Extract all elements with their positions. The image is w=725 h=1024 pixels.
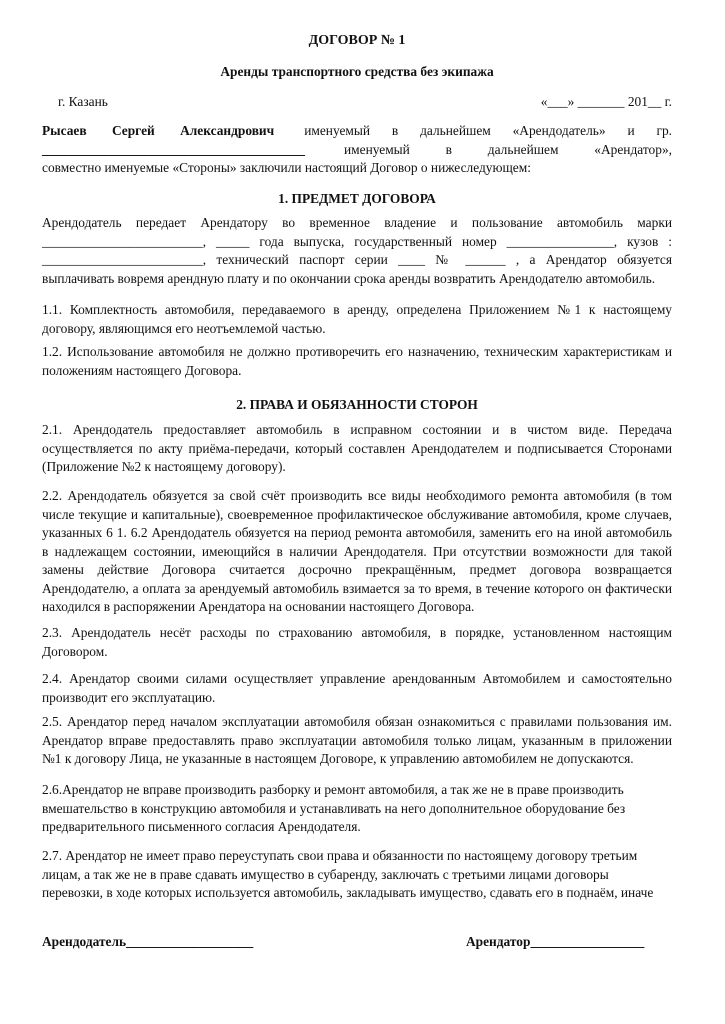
- paragraph-line: 1.1. Комплектность автомобиля, передаваемого в аренду, определена Приложением №1 к настоящему: [42, 302, 672, 317]
- paragraph-line: 2.5. Арендатор перед началом эксплуатации автомобиля обязан ознакомиться с правилами пользования им.: [42, 714, 672, 729]
- paragraph-line: Договором.: [42, 643, 108, 659]
- section1-heading: 1. ПРЕДМЕТ ДОГОВОРА: [278, 191, 436, 206]
- paragraph-line: 2.1. Арендодатель предоставляет автомобиль в исправном состоянии и в чистом виде. Передача: [42, 422, 672, 437]
- paragraph-line: лицам, а так же не в праве сдавать имущество в субаренду, заключать с третьими лицами договоры: [42, 866, 609, 882]
- paragraph-line: находился в распоряжении Арендатора на основании настоящего Договора.: [42, 599, 475, 614]
- paragraph-line: указанных 6 1. 6.2 Арендодатель обязуется на период ремонта автомобиля, заменить его на иной автомобиль: [42, 525, 672, 540]
- paragraph-line: 2.4. Арендатор своими силами осуществляет управление арендованным Автомобилем и самостоятельно: [42, 671, 672, 686]
- paragraph: [42, 487, 672, 617]
- paragraph-line: производит его эксплуатацию.: [42, 689, 216, 705]
- parties-line2: именуемый в дальнейшем «Арендатор»,: [343, 141, 672, 157]
- paragraph-line: предварительного письменного согласия Арендодателя.: [42, 819, 361, 834]
- document-subtitle: Аренды транспортного средства без экипажа: [220, 64, 494, 79]
- paragraph-line: Арендодателю, а оплата за арендуемый автомобиль взимается за то время, в течение которого он фактически: [42, 580, 672, 596]
- paragraph: [42, 781, 672, 837]
- parties-paragraph: [42, 122, 672, 178]
- paragraph-line: (Приложение №2 к настоящему договору).: [42, 459, 286, 474]
- paragraph-line: 2.3. Арендодатель несёт расходы по страхованию автомобиля, в порядке, установленном настоящим: [42, 625, 672, 640]
- parties-line1: именуемый в дальнейшем «Арендодатель» и гр.: [304, 123, 672, 138]
- paragraph-line: числе текущие и капитальные), своевременное профилактическое обслуживание автомобиля, кроме случаев,: [42, 506, 672, 522]
- paragraph-line: осуществляется по акту приёма-передачи, который составлен Арендодателем и подписывается Сторонами: [42, 440, 672, 456]
- paragraph-line: №1 к договору Лица, не указанные в настоящем Договоре, к управлению автомобилем не допускаются.: [42, 751, 634, 766]
- paragraph-line: ________________________, _____ года выпуска, государственный номер ________________, кузов :: [42, 233, 672, 249]
- paragraph: [42, 214, 672, 288]
- paragraph: [42, 670, 672, 707]
- paragraph-line: 2.2. Арендодатель обязуется за свой счёт производить все виды необходимого ремонта автомобиля (в том: [42, 488, 672, 503]
- contract-date: «___» _______ 201__ г.: [540, 94, 672, 109]
- city: г. Казань: [58, 94, 108, 109]
- parties-line3: совместно именуемые «Стороны» заключили настоящий Договор о нижеследующем:: [42, 160, 531, 175]
- paragraph: [42, 713, 672, 769]
- paragraph-line: Арендатор вправе предоставлять право эксплуатации автомобиля только лицам, указанным в приложении: [42, 732, 672, 748]
- paragraph-line: вмешательство в конструкцию автомобиля и устанавливать на него дополнительное оборудование без: [42, 800, 626, 816]
- paragraph-line: 2.7. Арендатор не имеет право переуступать свои права и обязанности по настоящему договору третьим: [42, 848, 638, 863]
- document-title: ДОГОВОР № 1: [308, 33, 406, 48]
- paragraph-line: 1.2. Использование автомобиля не должно противоречить его назначению, техническим характеристикам и: [42, 344, 672, 359]
- paragraph-line: выплачивать вовремя арендную плату и по окончании срока аренды возвратить Арендодателю автомобиль.: [42, 270, 656, 286]
- paragraph: [42, 624, 672, 661]
- place-date-row: [58, 94, 672, 110]
- lessor-name: Рысаев Сергей Александрович: [42, 123, 275, 138]
- lessee-name-blank: ______________________________________________: [42, 141, 304, 157]
- paragraph: [42, 301, 672, 338]
- paragraph-line: договору, являющимся его неотъемлемой частью.: [42, 320, 326, 336]
- lessee-signature: Арендатор_________________: [466, 934, 645, 949]
- paragraph-line: положениям настоящего Договора.: [42, 362, 242, 378]
- paragraph-line: ________________________, технический паспорт серии ____ № ______ , а Арендатор обязуется: [42, 252, 672, 267]
- section2-heading: 2. ПРАВА И ОБЯЗАННОСТИ СТОРОН: [236, 397, 478, 412]
- paragraph-line: замены действие Договора считается досрочно прекращённым, предмет договора возвращается: [42, 562, 672, 577]
- paragraph-line: Арендодатель передает Арендатору во временное владение и пользование автомобиль марки: [42, 215, 672, 230]
- paragraph-line: 2.6.Арендатор не вправе производить разборку и ремонт автомобиля, а так же не в праве производить: [42, 782, 624, 797]
- paragraph-line: в надлежащем состоянии, имеющийся в наличии Арендодателя. При отсутствии возможности для такой: [42, 543, 672, 559]
- paragraph: [42, 847, 672, 903]
- lessor-signature: Арендодатель___________________: [42, 934, 254, 949]
- paragraph: [42, 421, 672, 477]
- paragraph: [42, 343, 672, 380]
- paragraph-line: перевозки, в ходе которых используется автомобиль, закладывать имущество, сдавать его в поднаём, иначе: [42, 885, 654, 900]
